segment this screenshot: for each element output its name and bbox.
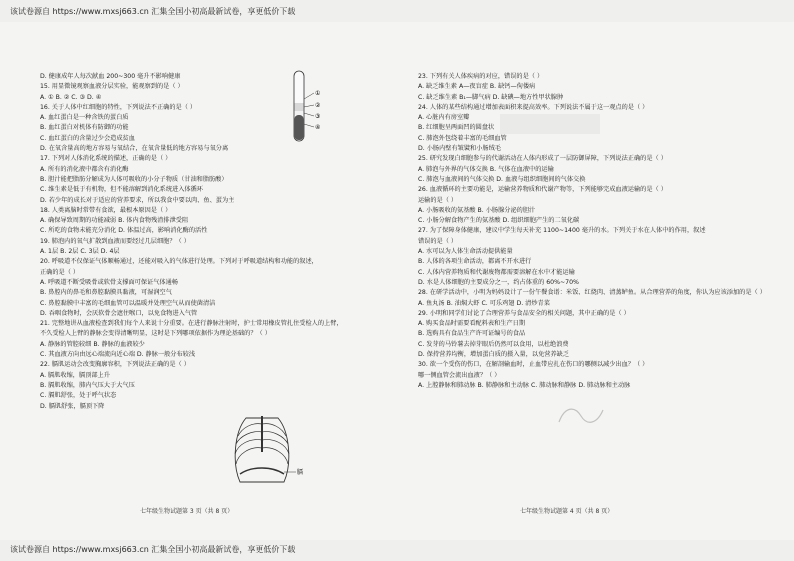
question-line: 28. 在研学活动中，小明为妈妈设计了一份午餐食谱：米饭、红烧肉、清蒸鲈鱼。从合理营养的角度，你认为应该添加的是（ ） [418,289,766,297]
question-line: A. 肺泡与外界的气体交换 B. 气体在血液中的运输 [418,165,554,173]
question-line: 27. 为了保障身体健康，建议中学生每天补充 1100~1400 毫升的水。下列关于水在人体中的作用，叙述 [418,227,706,235]
question-line: 29. 小明和同学们讨论了合理营养与食品安全的相关问题，其中正确的是（ ） [418,309,630,317]
question-line: B. 红细胞呈两面凹的圆盘状 [418,124,495,132]
question-line: D. 健康成年人每次献血 200~300 毫升不影响健康 [40,73,181,80]
question-line: 16. 关于人体中红细胞的特性，下列说法不正确的是（ ） [40,103,197,111]
question-line: C. 缺乏维生素 B₁—脚气病 D. 缺碘—地方性甲状腺肿 [418,93,564,101]
question-line: D. 小肠内壁有皱襞和小肠绒毛 [418,145,501,153]
question-line: 22. 膈肌运动会改变胸廓容积，下列说法正确的是（ ） [40,361,190,369]
question-line: A. 呼吸道不断受吸骨或软骨支撑面可保证气体通畅 [40,278,178,286]
question-line: 30. 欲一个受伤的伤口，在解剖输血时，止血带应扎在伤口的哪侧以减少出血？（ ） [418,361,649,369]
question-line: A. ① B. ② C. ③ D. ④ [40,93,102,101]
ink-smudge [500,114,600,134]
question-line: B. 血红蛋白对机体有防御的功能 [40,124,129,132]
question-line: 25. 研究发现白细胞参与的代谢活动在人体内形成了一层防御屏障，下列说法正确的是（ ） [418,155,667,163]
question-line: 正确的是（ ） [40,268,80,276]
page-3-footer: 七年级生物试题第 3 页（共 8 页） [140,508,234,515]
question-line: C. 膈肌舒张，处于呼气状态 [40,392,117,400]
question-line: A. 静脉的管腔较细 B. 静脉的血液较少 [40,340,145,348]
question-line: D. 吞咽食物时，会厌软骨会遮住喉口，以免食物进入气管 [40,309,198,317]
question-line: 24. 人体的某些结构通过增加表面积来提高效率。下列说法不属于这一观点的是（ ） [418,103,649,111]
question-line: C. 鼻腔黏膜中丰富的毛细血管可以温暖并处理空气从而使菌清洁 [40,299,216,307]
question-line: D. 在氧含量高的地方容易与氧结合，在氧含量低的地方容易与氧分离 [40,145,229,153]
exam-sheet [0,22,794,540]
question-line: B. 鼻腔内的鼻毛和鼻腔黏膜具黏液，可湿润空气 [40,289,172,297]
question-line: 19. 肺泡内的氧气扩散到血液而要经过几层细胞？（ ） [40,237,190,245]
tube-label-1: ① [315,90,321,97]
question-line: 21. 完整地讲从血液检查到我们每个人来说十分重要。在进行静脉注射时，护士常用橡皮管扎住受检人的上臂， [40,320,343,328]
question-line: B. 选购具有食品生产许可证编号的食品 [418,330,526,338]
question-line: 20. 呼吸道不仅保证气体顺畅通过，还能对吸入的气体进行处理。下列对于呼吸道结构和功能的叙述， [40,258,318,266]
question-line: C. 所吃的食物未能充分消化 D. 体温过高，影响消化酶的活性 [40,227,208,235]
diaphragm-label: 膈 [297,469,304,476]
question-line: A. 上腔静脉和肺动脉 B. 肺静脉和主动脉 C. 肺动脉和静脉 D. 肺动脉和主动脉 [418,381,631,389]
question-line: B. 膈肌收缩，肺内气压大于大气压 [40,381,135,389]
question-line: A. 小肠吸收的氨基酸 B. 小肠腺分泌的胆汁 [418,206,536,214]
question-line: 15. 用显微镜观察血液分层实验，能观察到的是（ ） [40,83,184,91]
question-line: 23. 下列有关人体疾病的对应，错误的是（ ） [418,73,544,80]
question-line: 18. 人类离脑时常带有食欲，最根本原因是（ ） [40,206,172,214]
question-line: A. 1层 B. 2层 C. 3层 D. 4层 [40,248,120,256]
question-line: B. 人体的各项生命活动，都离不开水进行 [418,258,532,266]
question-line: A. 膈肌收缩，膈顶部上升 [40,371,110,379]
question-line: 17. 下列对人体消化系统的描述，正确的是（ ） [40,155,172,163]
question-line: B. 胆汁能把脂肪分解成为人体可吸收的小分子物质（甘油和脂肪酸） [40,175,228,183]
question-line: C. 人体内营养物质和代谢废物都需要溶解在水中才能运输 [418,268,575,276]
ribcage-figure [228,412,308,492]
question-line: C. 血红蛋白的含量过少会造成贫血 [40,134,135,142]
question-line: 运输的是（ ） [418,196,458,204]
tube-label-4: ④ [315,124,321,131]
question-line: 不久受检人上臂的静脉会变得清晰明显，这时是下列哪项依据作为理论基础的？（ ） [40,330,271,338]
question-line: D. 水是人体细胞的主要成分之一，约占体重的 60%~70% [418,278,579,286]
test-tube-figure [290,69,330,149]
tube-label-3: ③ [315,113,321,120]
tube-label-2: ② [315,102,321,109]
top-source-banner: 该试卷源自 https://www.mxsj663.cn 汇集全国小初高最新试卷，享更低价下载 [10,7,296,16]
question-line: D. 若少年的成长对于适应的营养要求，所以我食中要以肉、鱼、蛋为主 [40,196,235,204]
question-line: A. 血红蛋白是一种含铁的蛋白质 [40,114,129,122]
question-line: C. 肺泡外包绕着丰富的毛细血管 [418,134,507,142]
question-line: A. 购买食品时需要看配料表和生产日期 [418,320,526,328]
bottom-source-banner: 该试卷源自 https://www.mxsj663.cn 汇集全国小初高最新试卷，享更低价下载 [10,545,296,554]
question-line: A. 心脏内有房室瓣 [418,114,470,122]
question-line: A. 鱼丸汤 B. 油焖大虾 C. 可乐鸡翅 D. 清炒青菜 [418,299,550,307]
faint-stamp [555,402,607,428]
question-line: 错误的是（ ） [418,237,458,245]
question-line: A. 所有的消化液中都含有消化酶 [40,165,129,173]
question-line: C. 小肠分解食物产生的氨基酸 D. 组织细胞产生的二氧化碳 [418,217,580,225]
question-line: C. 其血液方向由远心端流向近心端 D. 静脉一般分布较浅 [40,351,196,359]
question-line: C. 发芽的马铃薯去掉芽眼后仍然可以食用，以杜绝浪费 [418,340,569,348]
page-4-footer: 七年级生物试题第 4 页（共 8 页） [520,508,614,515]
question-line: D. 膈肌舒张，膈顶下降 [40,402,105,410]
page-3-column [40,72,390,412]
question-line: C. 肺泡与血液间的气体交换 D. 血液与组织细胞间的气体交换 [418,175,586,183]
question-line: A. 确保导致周期的功能减弱 B. 体内食物残渣排泄受阻 [40,217,189,225]
question-line: 哪一侧血管会流出血液？（ ） [418,371,501,379]
question-line: A. 水可以为人体生命活动提供能量 [418,248,513,256]
question-line: D. 保持营养均衡，增加蛋白质的摄入量，以免营养缺乏 [418,351,570,359]
question-line: C. 维生素是低于有机物，但不能溶解到消化系统进入体循环 [40,186,203,194]
question-line: 26. 血液循环的主要功能是，运输营养物质和代谢产物等，下列能够完成血液运输的是（ ） [418,186,667,194]
question-line: A. 缺乏维生素 A—夜盲症 B. 缺钙—佝偻病 [418,83,536,91]
